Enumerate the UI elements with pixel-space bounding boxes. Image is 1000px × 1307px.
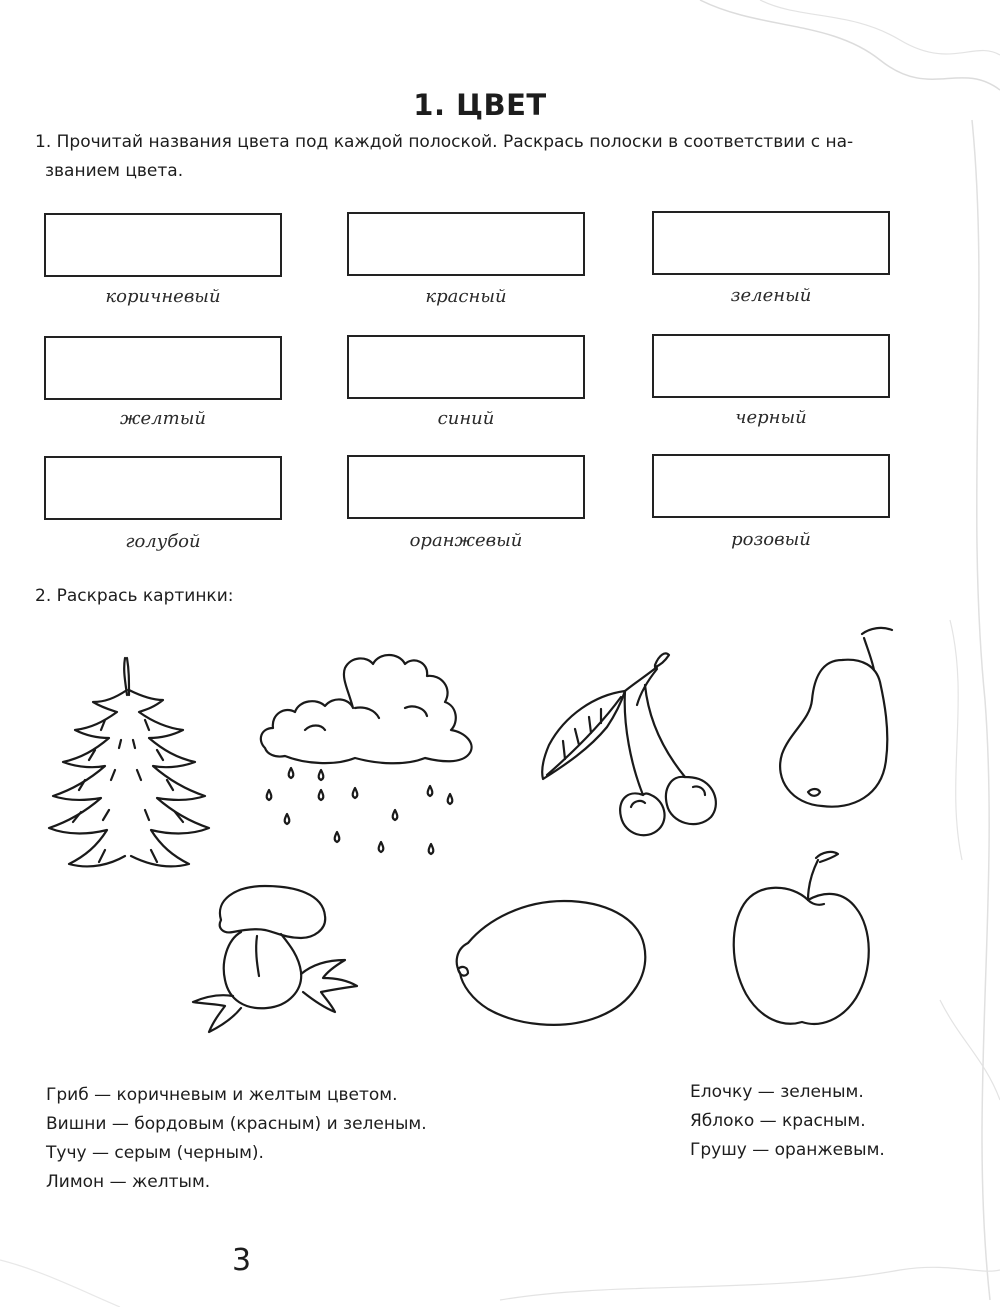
color-strip-blue[interactable] xyxy=(347,335,585,399)
strip-label-red: красный xyxy=(425,286,507,307)
strip-label-light-blue: голубой xyxy=(125,531,201,552)
strip-label-pink: розовый xyxy=(731,529,811,550)
color-strip-black[interactable] xyxy=(652,334,890,398)
cherries-picture[interactable] xyxy=(535,645,750,850)
mushroom-picture[interactable] xyxy=(185,880,365,1040)
strip-label-green: зеленый xyxy=(730,285,812,306)
task-1-line-2: званием цвета. xyxy=(45,161,184,181)
instruction-line: Гриб — коричневым и желтым цветом. xyxy=(46,1085,398,1105)
page-title: 1. ЦВЕТ xyxy=(413,88,547,122)
strip-label-brown: коричневый xyxy=(105,286,221,307)
color-strip-light-blue[interactable] xyxy=(44,456,282,520)
task-2-heading: 2. Раскрась картинки: xyxy=(35,586,234,606)
apple-picture[interactable] xyxy=(728,848,873,1033)
pear-picture[interactable] xyxy=(772,620,902,815)
coloring-instructions-left xyxy=(46,1081,427,1197)
instruction-line: Тучу — серым (черным). xyxy=(46,1143,264,1163)
lemon-picture[interactable] xyxy=(448,893,653,1033)
color-strip-red[interactable] xyxy=(347,212,585,276)
color-strip-yellow[interactable] xyxy=(44,336,282,400)
strip-label-yellow: желтый xyxy=(120,408,206,429)
strip-label-black: черный xyxy=(735,407,807,428)
page-number: 3 xyxy=(232,1243,252,1278)
rain-cloud-picture[interactable] xyxy=(255,648,485,863)
strip-label-blue: синий xyxy=(437,408,495,429)
strip-label-orange: оранжевый xyxy=(409,530,523,551)
color-strip-pink[interactable] xyxy=(652,454,890,518)
instruction-line: Грушу — оранжевым. xyxy=(690,1140,885,1160)
instruction-line: Елочку — зеленым. xyxy=(690,1082,864,1102)
task-1-instruction xyxy=(35,128,915,186)
coloring-instructions-right xyxy=(690,1078,885,1165)
color-strip-green[interactable] xyxy=(652,211,890,275)
instruction-line: Лимон — желтым. xyxy=(46,1172,211,1192)
color-strip-orange[interactable] xyxy=(347,455,585,519)
fir-tree-picture[interactable] xyxy=(45,650,215,890)
instruction-line: Вишни — бордовым (красным) и зеленым. xyxy=(46,1114,427,1134)
color-strip-brown[interactable] xyxy=(44,213,282,277)
instruction-line: Яблоко — красным. xyxy=(690,1111,866,1131)
task-1-line-1: 1. Прочитай названия цвета под каждой полоской. Раскрась полоски в соответствии с на- xyxy=(35,132,854,152)
